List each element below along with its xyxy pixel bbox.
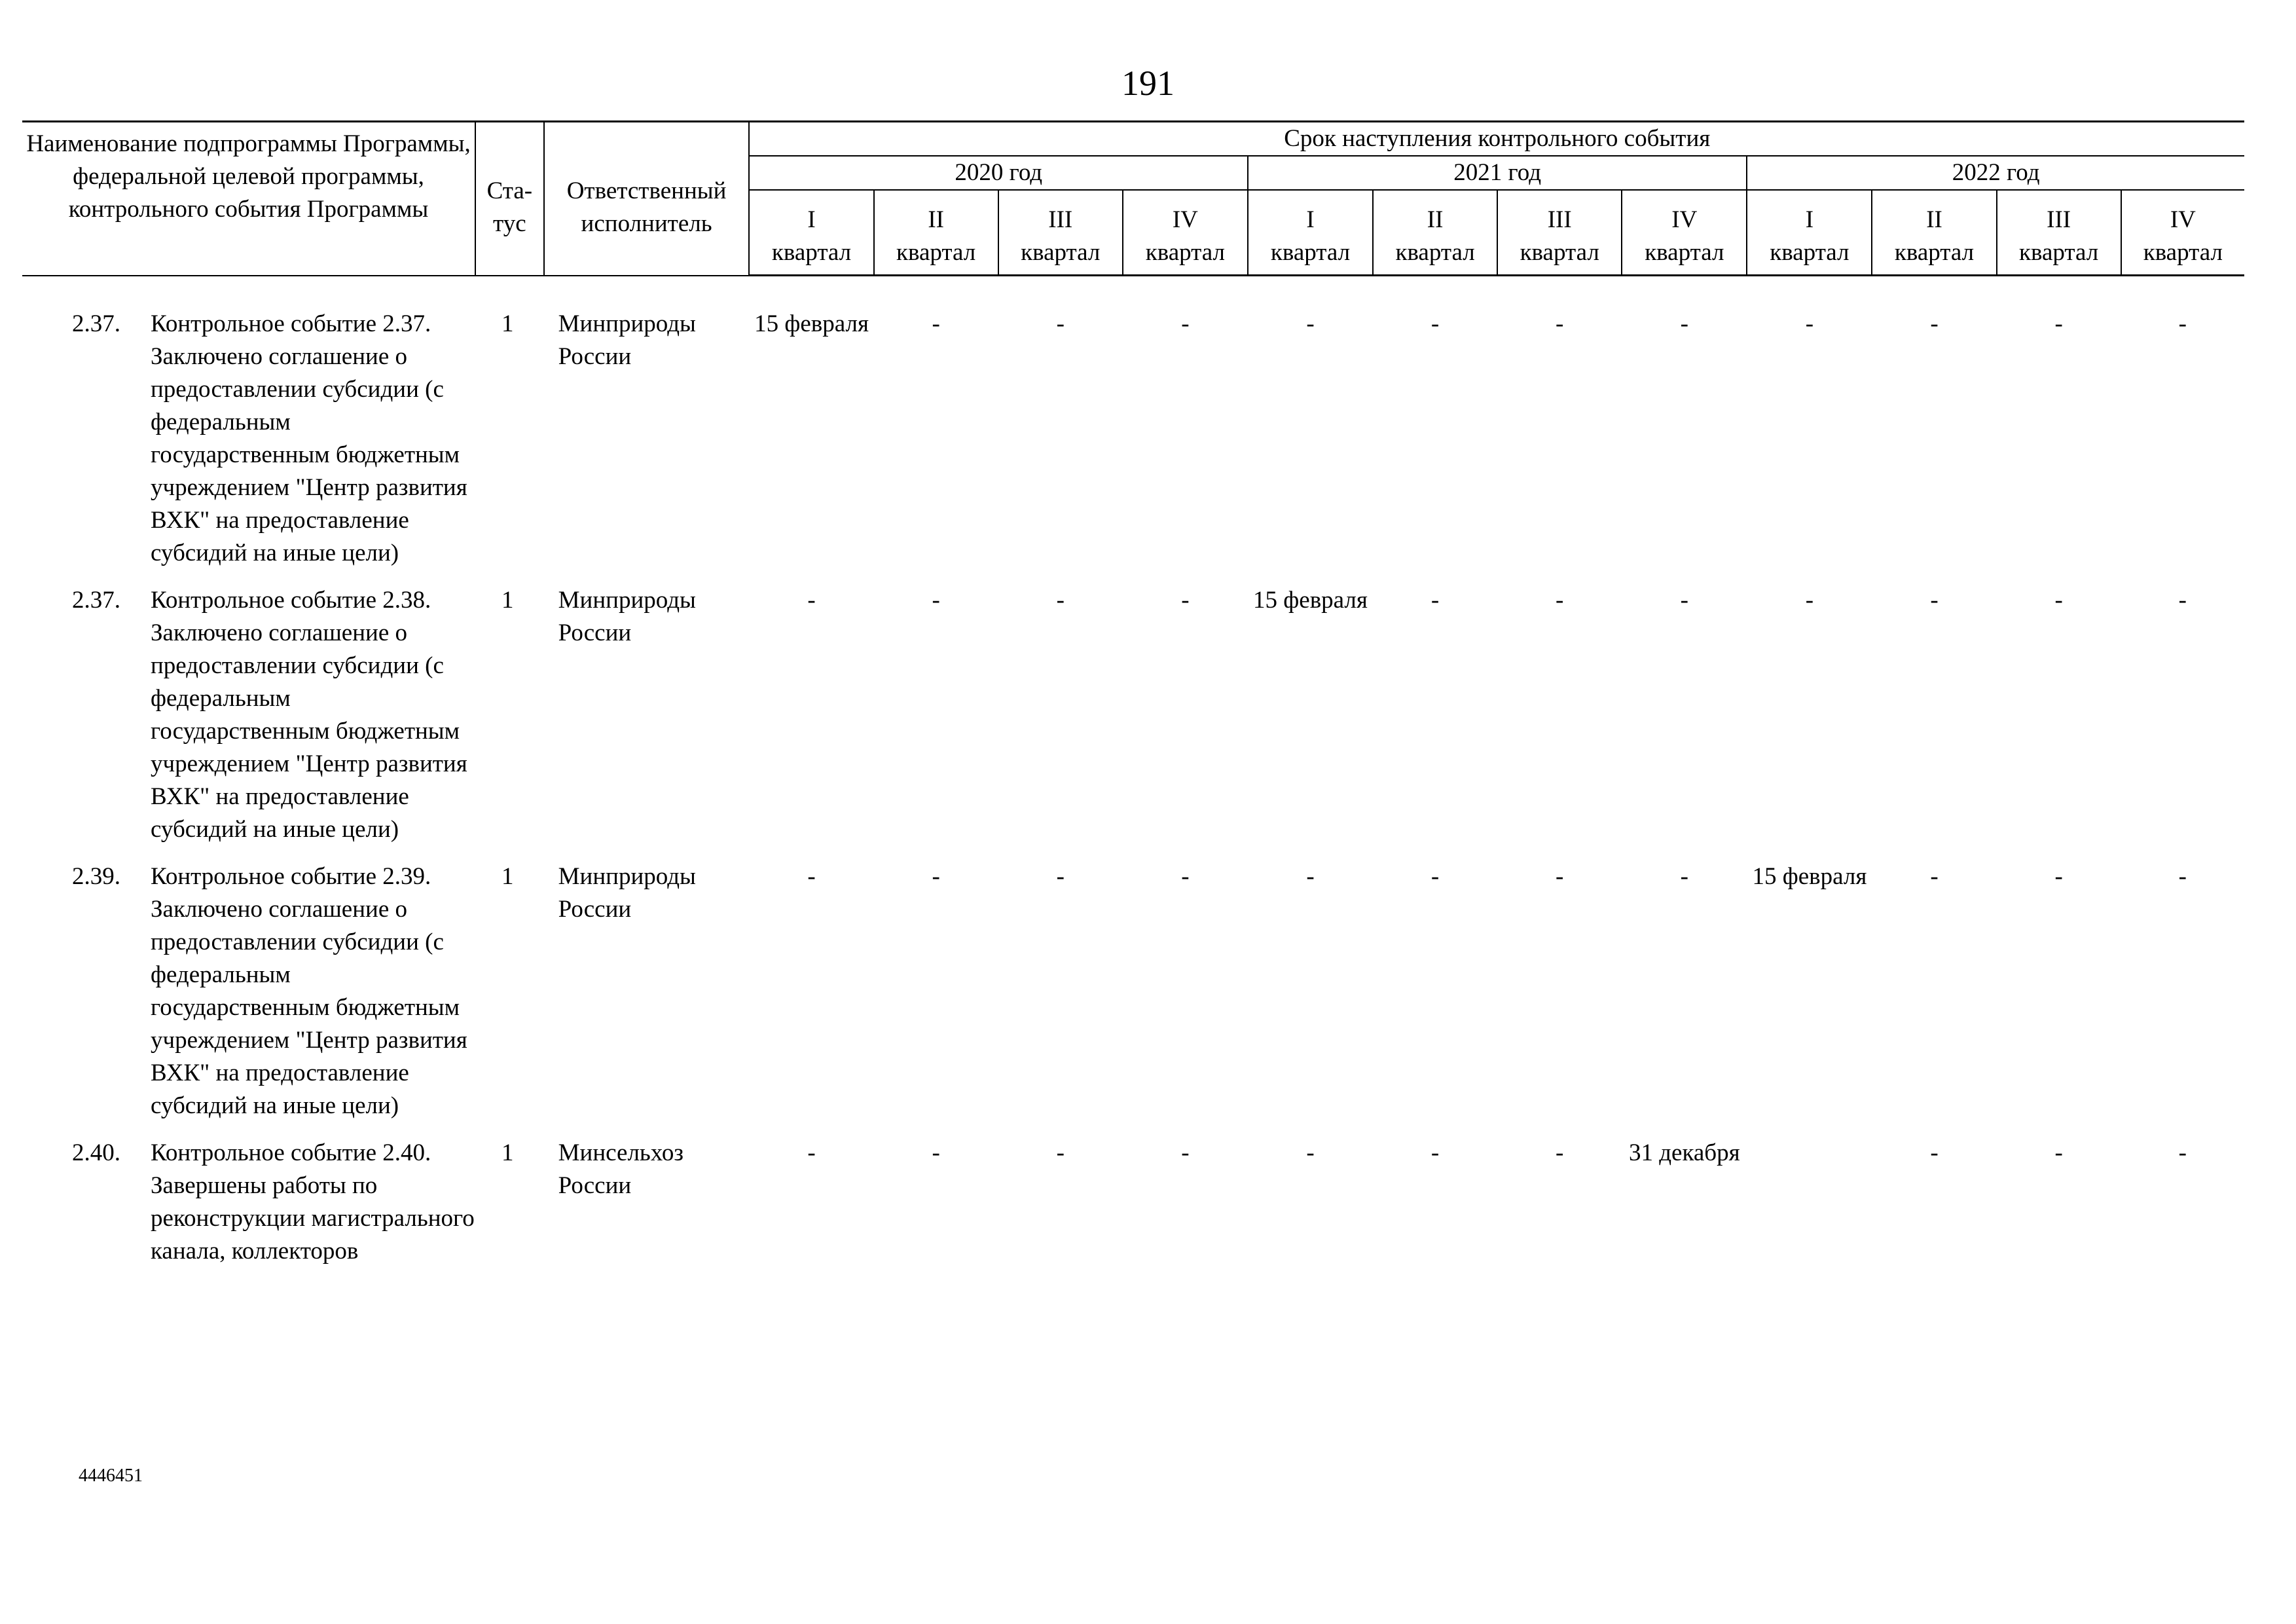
quarter-deadline-cell: - <box>807 1139 816 1166</box>
header-year-2021: 2021 год <box>1248 156 1747 190</box>
quarter-deadline-cell: - <box>932 1139 940 1166</box>
executor-cell: Минсельхоз России <box>558 1139 683 1199</box>
table-row <box>22 584 2244 860</box>
event-number: 2.37. <box>72 310 120 337</box>
quarter-deadline-cell: - <box>1056 863 1065 890</box>
event-description: Контрольное событие 2.37. Заключено соглашение о предоставлении субсидии (с федеральным государственным бюджетным учреждением "Центр развития ВХК" на предоставление субсидий на иные цели) <box>151 310 467 566</box>
event-name-cell <box>22 308 475 584</box>
header-quarter: III квартал <box>1997 190 2121 276</box>
quarter-deadline-cell: - <box>1056 587 1065 614</box>
quarter-deadline-cell: - <box>1680 863 1688 890</box>
quarter-deadline-cell: - <box>1181 863 1190 890</box>
event-description: Контрольное событие 2.38. Заключено соглашение о предоставлении субсидии (с федеральным государственным бюджетным учреждением "Центр развития ВХК" на предоставление субсидий на иные цели) <box>151 587 467 843</box>
quarter-deadline-cell: - <box>1181 587 1190 614</box>
page-number: 191 <box>1121 64 1175 103</box>
quarter-deadline-cell: - <box>807 587 816 614</box>
header-quarter: IV квартал <box>2121 190 2244 276</box>
quarter-deadline-cell: - <box>1556 587 1564 614</box>
quarter-deadline-cell: - <box>1306 1139 1315 1166</box>
quarter-deadline-cell: - <box>1556 1139 1564 1166</box>
event-description: Контрольное событие 2.39. Заключено соглашение о предоставлении субсидии (с федеральным государственным бюджетным учреждением "Центр развития ВХК" на предоставление субсидий на иные цели) <box>151 863 467 1119</box>
quarter-deadline-cell: - <box>932 587 940 614</box>
quarter-deadline-cell: - <box>1181 310 1190 337</box>
header-executor-column: Ответственный исполнитель <box>544 122 750 276</box>
quarter-deadline-cell: 31 декабря <box>1628 1139 1740 1166</box>
quarter-deadline-cell: 15 февраля <box>754 310 869 337</box>
control-events-table <box>22 120 2244 1282</box>
header-year-2022: 2022 год <box>1747 156 2244 190</box>
quarter-deadline-cell: - <box>932 863 940 890</box>
quarter-deadline-cell: - <box>1430 310 1440 337</box>
table-row <box>22 860 2244 1137</box>
executor-cell: Минприроды России <box>558 863 696 923</box>
quarter-deadline-cell: - <box>1805 587 1814 614</box>
quarter-deadline-cell <box>1747 1137 1872 1282</box>
executor-cell: Минприроды России <box>558 310 696 370</box>
status-cell: 1 <box>501 1139 514 1166</box>
quarter-deadline-cell: - <box>2054 1139 2063 1166</box>
event-description: Контрольное событие 2.40. Завершены работы по реконструкции магистрального канала, коллекторов <box>151 1139 475 1264</box>
quarter-deadline-cell: - <box>1680 587 1688 614</box>
quarter-deadline-cell: - <box>1680 310 1688 337</box>
header-quarter: II квартал <box>1872 190 1996 276</box>
header-quarter: III квартал <box>998 190 1123 276</box>
quarter-deadline-cell: - <box>1930 863 1939 890</box>
executor-cell: Минприроды России <box>558 587 696 646</box>
quarter-deadline-cell: - <box>1430 587 1440 614</box>
header-quarter: I квартал <box>749 190 873 276</box>
quarter-deadline-cell: - <box>2178 863 2187 890</box>
quarter-deadline-cell: - <box>2054 863 2063 890</box>
header-quarter: II квартал <box>874 190 998 276</box>
event-name-cell <box>22 584 475 860</box>
quarter-deadline-cell: - <box>1056 310 1065 337</box>
quarter-deadline-cell: - <box>807 863 816 890</box>
header-quarter: I квартал <box>1747 190 1872 276</box>
quarter-deadline-cell: - <box>1930 587 1939 614</box>
quarter-deadline-cell: - <box>1056 1139 1065 1166</box>
status-cell: 1 <box>501 587 514 614</box>
header-name-column: Наименование подпрограммы Программы, федеральной целевой программы, контрольного события Программы <box>22 122 475 276</box>
quarter-deadline-cell: - <box>2178 587 2187 614</box>
status-cell: 1 <box>501 310 514 337</box>
table-row <box>22 308 2244 584</box>
header-quarter: IV квартал <box>1622 190 1747 276</box>
header-quarter: III квартал <box>1497 190 1622 276</box>
quarter-deadline-cell: - <box>1930 1139 1939 1166</box>
event-name-cell <box>22 1137 475 1282</box>
quarter-deadline-cell: - <box>2054 310 2063 337</box>
event-number: 2.40. <box>72 1139 120 1166</box>
quarter-deadline-cell: - <box>1930 310 1939 337</box>
status-cell: 1 <box>501 863 514 890</box>
header-deadline-group: Срок наступления контрольного события <box>749 122 2244 157</box>
quarter-deadline-cell: - <box>2054 587 2063 614</box>
header-year-2020: 2020 год <box>749 156 1247 190</box>
quarter-deadline-cell: - <box>1306 863 1315 890</box>
header-quarter: IV квартал <box>1123 190 1248 276</box>
quarter-deadline-cell: - <box>1805 310 1814 337</box>
header-quarter: I квартал <box>1248 190 1373 276</box>
quarter-deadline-cell: - <box>1430 863 1440 890</box>
quarter-deadline-cell: - <box>1556 310 1564 337</box>
header-status-column: Ста-тус <box>475 122 544 276</box>
table-body <box>22 276 2244 1283</box>
header-quarter: II квартал <box>1373 190 1497 276</box>
quarter-deadline-cell: 15 февраля <box>1253 587 1368 614</box>
event-number: 2.39. <box>72 863 120 890</box>
quarter-deadline-cell: - <box>1181 1139 1190 1166</box>
quarter-deadline-cell: 15 февраля <box>1752 863 1867 890</box>
event-number: 2.37. <box>72 587 120 614</box>
footer-code: 4446451 <box>79 1466 143 1486</box>
quarter-deadline-cell: - <box>1306 310 1315 337</box>
table-row <box>22 1137 2244 1282</box>
quarter-deadline-cell: - <box>932 310 940 337</box>
quarter-deadline-cell: - <box>1430 1139 1440 1166</box>
quarter-deadline-cell: - <box>2178 310 2187 337</box>
quarter-deadline-cell: - <box>1556 863 1564 890</box>
quarter-deadline-cell: - <box>2178 1139 2187 1166</box>
event-name-cell <box>22 860 475 1137</box>
